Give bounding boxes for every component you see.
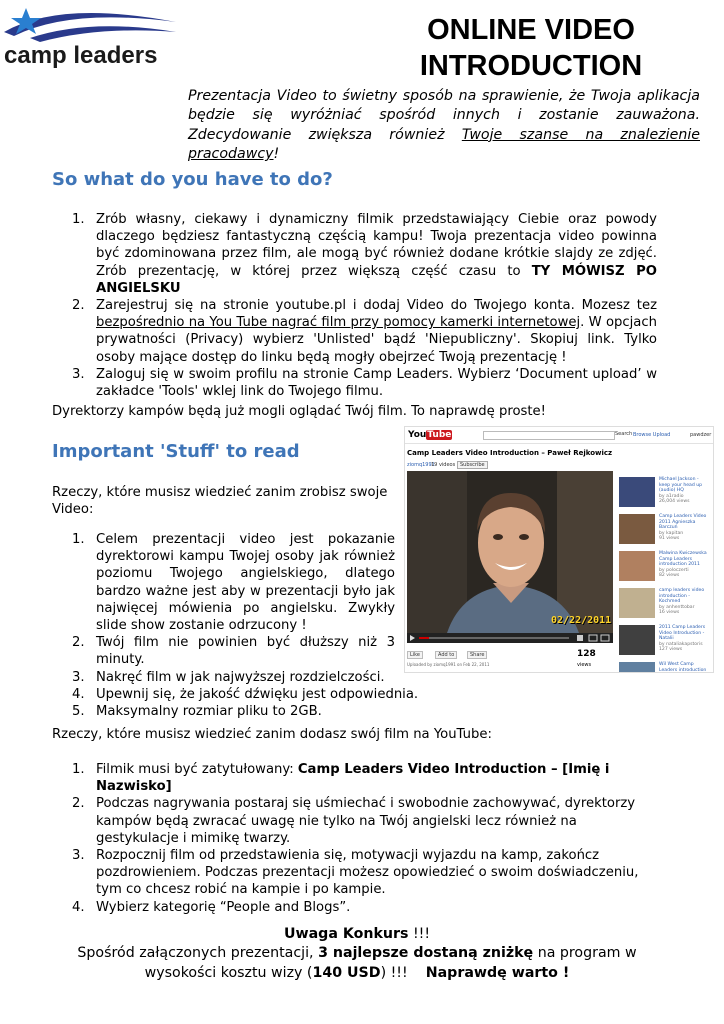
suggested-video-text bbox=[659, 588, 711, 616]
video-title: Camp Leaders Video Introduction – Paweł Rejkowicz bbox=[407, 449, 613, 457]
suggested-video-item bbox=[619, 660, 711, 673]
suggested-video-title: camp leaders video introduction - Kochmed bbox=[659, 588, 705, 605]
camp-leaders-logo bbox=[0, 2, 180, 72]
youtube-search-button: Search bbox=[615, 431, 633, 437]
list-item: 2. Zarejestruj się na stronie youtube.pl i dodaj Video do Twojego konta. Mozesz tez bezpośrednio na You Tube nagrać film przy pomocy kamerki internetowej. W opcjach prywatności (Privacy) wybierz 'Unlisted' bądź 'Niepubliczny'. Skopiuj link. Tylko osoby mające dostęp do linku będą mogły obejrzeć Twoją prezentację ! bbox=[72, 298, 657, 365]
suggested-video-title: Wil West Camp Leaders introduction bbox=[659, 662, 707, 673]
section-intro: Rzeczy, które musisz wiedzieć zanim zrobisz swoje Video: bbox=[52, 485, 388, 518]
list-item: 1. Zrób własny, ciekawy i dynamiczny filmik przedstawiający Ciebie oraz powody dlaczego będziesz fantastyczną częścią kampu! Twoja prezentacja video powinna być zdominowana przez film, ale mogą być również dodane krótkie slajdy ze zdjęć. Zrób prezentację, w której przez większą część czasu to TY MÓWISZ PO ANGIELSKU bbox=[72, 212, 657, 296]
suggested-video-text bbox=[659, 625, 711, 653]
player-controls bbox=[407, 633, 613, 643]
suggested-video-item bbox=[619, 475, 711, 511]
youtube-intro: Rzeczy, które musisz wiedzieć zanim dodasz swój film na YouTube: bbox=[52, 727, 492, 742]
video-thumbnail-icon bbox=[619, 662, 655, 673]
youtube-username: pawdzer bbox=[690, 432, 712, 438]
suggested-video-views: 26,004 views bbox=[659, 499, 690, 505]
suggested-video-item bbox=[619, 623, 711, 659]
youtube-screenshot bbox=[404, 426, 714, 673]
suggested-video-text bbox=[659, 514, 711, 542]
video-date-stamp: 02/22/2011 bbox=[551, 615, 612, 626]
list-item: 2. Podczas nagrywania postaraj się uśmiechać i swobodnie zachowywać, dyrektorzy kampów będą zwracać uwagę nie tylko na Twój angielski lecz również na gestykulacje i mimikę twarzy. bbox=[72, 796, 636, 846]
add-to-button: Add to bbox=[435, 651, 457, 659]
list-item: 4. Wybierz kategorię “People and Blogs”. bbox=[72, 899, 351, 915]
suggested-video-title: Malwina Kwiczewska Camp Leaders introduction 2011 bbox=[659, 551, 707, 568]
list-item: 3. Zaloguj się w swoim profilu na stronie Camp Leaders. Wybierz ‘Document upload’ w zakładce 'Tools' wklej link do Twojego filmu. bbox=[72, 366, 657, 400]
suggested-video-views: 127 views bbox=[659, 647, 683, 653]
suggested-video-by: by anhenttobar bbox=[659, 604, 695, 610]
list-item: 3. Rozpocznij film od przedstawienia się, motywacji wyjazdu na kamp, zakończ pozdrowieniem. Podczas prezentacji możesz opowiedzieć o swoim doświadczeniu, tym co chcesz robić na kampie i po kampie. bbox=[72, 848, 639, 898]
list-item: 3. Nakręć film w jak najwyższej rozdzielczości. bbox=[72, 669, 385, 685]
suggested-video-text bbox=[659, 551, 711, 579]
video-player bbox=[407, 471, 613, 643]
play-controls-icon bbox=[407, 633, 613, 643]
list-item: 1. Celem prezentacji video jest pokazanie dyrektorowi kampu Twojej osoby jak również poziomu Twojego angielskiego, dlatego bardzo ważne jest aby w prezentacji było jak najwięcej mówienia po angielsku. Zwykły slide show zostanie odrzucony ! bbox=[72, 532, 395, 634]
webcam-link[interactable]: bezpośrednio na You Tube nagrać film przy pomocy kamerki internetowej bbox=[96, 315, 581, 331]
suggested-video-views: 82 views bbox=[659, 573, 680, 579]
youtube-search-input bbox=[483, 431, 615, 440]
suggested-video-by: by a1radio bbox=[659, 493, 684, 499]
suggested-video-item bbox=[619, 549, 711, 585]
video-thumbnail-icon bbox=[619, 514, 655, 544]
suggested-video-title: Michael Jackson - keep your head up (audio) HQ bbox=[659, 477, 703, 494]
suggested-video-by: by poloczerti bbox=[659, 567, 689, 573]
page-title: ONLINE VIDEO INTRODUCTION bbox=[419, 14, 643, 82]
section-heading-what-to-do: So what do you have to do? bbox=[52, 169, 333, 190]
youtube-header bbox=[405, 427, 713, 444]
video-thumbnail-icon bbox=[619, 551, 655, 581]
video-thumbnail-icon bbox=[619, 625, 655, 655]
channel-name: ziomq1991 bbox=[407, 462, 435, 468]
share-button: Share bbox=[467, 651, 487, 659]
suggested-video-text bbox=[659, 477, 711, 505]
svg-text:camp leaders: camp leaders bbox=[4, 42, 158, 69]
closing-text: Dyrektorzy kampów będą już mogli oglądać Twój film. To naprawdę proste! bbox=[52, 404, 546, 419]
intro-emphasis: Twoje szanse na znalezienie pracodawcy bbox=[188, 126, 700, 163]
suggested-video-item bbox=[619, 512, 711, 548]
video-actions bbox=[407, 647, 613, 669]
video-frame-person-icon bbox=[407, 471, 613, 633]
suggested-videos bbox=[619, 475, 711, 673]
like-button: Like bbox=[407, 651, 423, 659]
video-count: 19 videos bbox=[431, 462, 456, 468]
list-item: 5. Maksymalny rozmiar pliku to 2GB. bbox=[72, 704, 322, 720]
suggested-video-by: by kapitan bbox=[659, 530, 684, 536]
suggested-video-item bbox=[619, 586, 711, 622]
suggested-video-title: Camp Leaders Video 2011 Agnieszka Barczuń bbox=[659, 514, 707, 531]
youtube-top-links: Browse Upload bbox=[633, 432, 671, 438]
suggested-video-title: 2011 Camp Leaders Video Introduction - Natalii bbox=[659, 625, 706, 642]
video-thumbnail-icon bbox=[619, 477, 655, 507]
list-item: 2. Twój film nie powinien być dłuższy niż 3 minuty. bbox=[72, 635, 395, 668]
youtube-list bbox=[52, 761, 642, 916]
video-thumbnail-icon bbox=[619, 588, 655, 618]
suggested-video-views: 16 views bbox=[659, 610, 680, 616]
section-heading-important: Important 'Stuff' to read bbox=[52, 441, 300, 462]
subscribe-button: Subscribe bbox=[457, 461, 488, 469]
contest-notice: Uwaga Konkurs !!! Spośród załączonych prezentacji, 3 najlepsze dostaną zniżkę na program w wysokości kosztu wizy (140 USD) !!! Naprawdę warto ! bbox=[77, 926, 637, 981]
intro-paragraph: Prezentacja Video to świetny sposób na sprawienie, że Twoja aplikacja będzie się wyróżniać spośród innych i zostanie zauważona. Zdecydowanie zwiększa również Twoje szanse na znalezienie pracodawcy! bbox=[188, 88, 700, 163]
youtube-logo: YouTube bbox=[408, 430, 452, 440]
logo-star-swoosh-icon bbox=[0, 2, 180, 72]
upload-info: Uploaded by ziomq1991 on Feb 22, 2011 bbox=[407, 662, 490, 667]
view-count: 128 views bbox=[577, 649, 596, 668]
suggested-video-by: by nataliakapstoris bbox=[659, 641, 703, 647]
suggested-video-views: 91 views bbox=[659, 536, 680, 542]
list-item: 1. Filmik musi być zatytułowany: Camp Leaders Video Introduction – [Imię i Nazwisko] bbox=[72, 762, 610, 795]
suggested-video-text bbox=[659, 662, 711, 673]
list-item: 4. Upewnij się, że jakość dźwięku jest odpowiednia. bbox=[72, 686, 419, 702]
steps-list bbox=[52, 211, 657, 400]
